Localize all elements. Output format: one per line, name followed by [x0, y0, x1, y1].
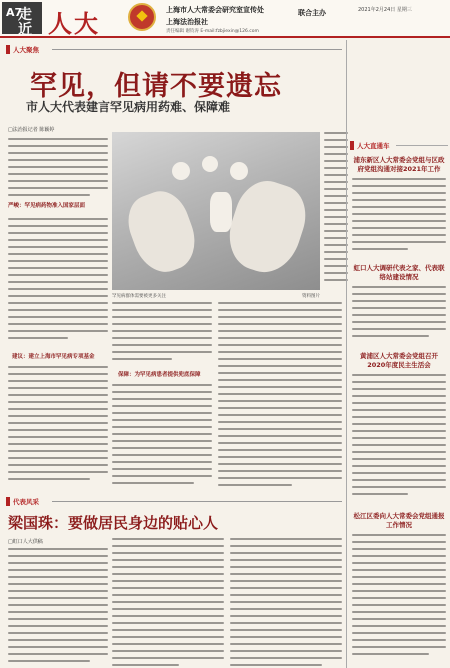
page-char-2: 近 [18, 22, 32, 38]
section-rule [396, 145, 448, 146]
lead-photo [112, 132, 320, 290]
right-item-2-body [352, 286, 446, 346]
lead-headline: 罕见，但请不要遗忘 [30, 71, 282, 102]
lead-subtitle-3: 保障：为罕见病患者提供兜底保障 [118, 372, 201, 378]
right-item-2-title: 虹口人大调研代表之家、代表联络站建设情况 [353, 264, 445, 281]
lead-body-col1a [8, 138, 108, 200]
page-char-1: 走 [18, 7, 32, 23]
photo-caption [112, 293, 320, 299]
right-item-3-body [352, 374, 446, 506]
lead-body-col3 [218, 302, 342, 490]
right-item-3-title: 黄浦区人大常委会党组召开2020年度民主生活会 [360, 352, 438, 369]
section-bar-icon [350, 141, 354, 150]
lead-subtitle-1: 严峻：罕见病药物准入国家层面 [8, 203, 86, 209]
second-body-col1 [8, 548, 108, 666]
section-bar-icon [6, 497, 10, 506]
section-label-focus [6, 44, 39, 55]
section-rule [52, 49, 342, 50]
masthead-tag: 联合主办 [298, 9, 326, 17]
right-item-1-title: 浦东新区人大常委会党组与区政府党组沟通对接2021年工作 [353, 156, 445, 173]
masthead-editor: 责任编辑 谢钧涛 E-mail:fzbjiexin@126.com [166, 29, 259, 34]
section-label-profile [6, 496, 39, 507]
section-label-express [350, 140, 390, 151]
lead-body-col1c [8, 366, 108, 490]
column-divider [346, 40, 347, 668]
second-body-col3 [230, 538, 342, 666]
section-label-text: 代表风采 [13, 498, 39, 506]
right-item-4-body [352, 534, 446, 664]
section-rule [52, 501, 342, 502]
masthead [0, 0, 450, 38]
lead-subtitle-2: 建议：建立上海市罕见病专项基金 [12, 354, 95, 360]
lead-body-col2b [112, 384, 212, 490]
section-label-text: 人大聚焦 [13, 46, 39, 54]
lead-body-narrow [324, 132, 348, 292]
lead-subheadline: 市人大代表建言罕见病用药难、保障难 [26, 100, 231, 114]
second-headline: 梁国珠：要做居民身边的贴心人 [8, 514, 219, 532]
photo-caption-text: 罕见病群体需要被更多关注 [112, 294, 166, 299]
masthead-org-1: 上海市人大常委会研究室宣传处 [166, 6, 264, 14]
national-emblem-icon [128, 3, 156, 31]
lead-byline: □法治报记者 陈颖婷 [8, 127, 55, 133]
right-item-4-title: 松江区委向人大常委会党组通报工作情况 [353, 512, 445, 529]
second-body-col2 [112, 538, 224, 666]
section-label-text: 人大直通车 [357, 142, 390, 150]
second-byline: □虹口人大供稿 [8, 539, 43, 545]
masthead-title: 人大 [48, 9, 100, 38]
page-number-badge [2, 2, 42, 38]
section-bar-icon [6, 45, 10, 54]
lead-body-col2a [112, 302, 212, 366]
page-letter: A7 [6, 6, 23, 19]
masthead-org-2: 上海法治报社 [166, 18, 208, 26]
right-item-1-body [352, 178, 446, 258]
photo-credit: 资料图片 [302, 294, 320, 299]
lead-body-col1b [8, 218, 108, 348]
masthead-date: 2021年2月24日 星期三 [358, 7, 412, 13]
